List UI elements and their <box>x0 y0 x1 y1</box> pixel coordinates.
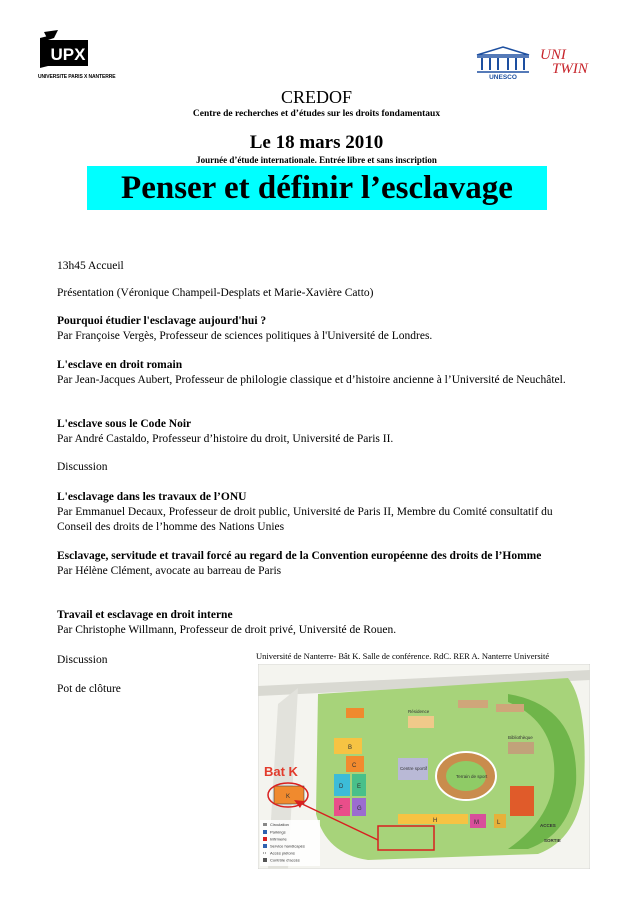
talk-title: Pourquoi étudier l'esclavage aujourd'hui ? <box>57 315 267 327</box>
center-subtitle: Centre de recherches et d’études sur les droits fondamentaux <box>192 109 441 119</box>
legend-infirmerie: Infirmerie <box>270 836 287 842</box>
map-caption: Université de Nanterre- Bât K. Salle de conférence. RdC. RER A. Nanterre Université <box>256 651 550 661</box>
program-item-talk <box>57 358 577 388</box>
upx-mark-text: UPX <box>50 45 86 64</box>
legend-acces-pietons: Accès piétons <box>270 850 295 856</box>
map-building-right <box>510 786 534 816</box>
talk-speaker: Par Emmanuel Decaux, Professeur de droit public, Université de Paris II, Membre du Comité consultatif du Conseil des droits de l’homme des Nations Unies <box>57 506 553 533</box>
unitwin-logo <box>540 48 596 84</box>
circulation-icon <box>263 823 267 826</box>
map-building <box>458 700 488 708</box>
parking-icon <box>263 830 267 834</box>
infirmary-icon <box>263 837 267 841</box>
unesco-temple-icon <box>473 45 533 75</box>
program-item-talk <box>57 314 577 344</box>
map-label-terrain: Terrain de sport <box>456 774 488 779</box>
program-item-presentation <box>57 286 577 301</box>
map-legend <box>260 820 320 866</box>
legend-circulation: Circulation <box>270 822 289 827</box>
upx-logo <box>38 30 116 85</box>
talk-title: Esclavage, servitude et travail forcé au regard de la Convention européenne des droits de l’Homme <box>57 550 542 562</box>
talk-speaker: Par Jean-Jacques Aubert, Professeur de philologie classique et d’histoire ancienne à l’Université de Neuchâtel. <box>57 374 566 386</box>
accessibility-icon <box>263 844 267 848</box>
map-label-h: H <box>433 818 438 824</box>
program-item-talk <box>57 549 577 579</box>
map-label-centre-sportif: Centre sportif <box>400 766 428 771</box>
map-label-bibliotheque: Bibliothèque <box>508 735 533 740</box>
map-label-c: C <box>352 763 357 769</box>
legend-handicapes: Service handicapés <box>270 843 305 849</box>
program-text: Discussion <box>57 461 108 473</box>
program-text: Discussion <box>57 654 108 666</box>
upx-logo-mark <box>38 30 90 70</box>
map-label-l: L <box>497 820 501 826</box>
map-building <box>408 716 434 728</box>
program-item-discussion <box>57 653 237 668</box>
talk-title: Travail et esclavage en droit interne <box>57 609 233 621</box>
event-title: Penser et définir l’esclavage <box>87 166 547 210</box>
map-label-e: E <box>357 784 362 790</box>
map-building <box>496 704 524 712</box>
talk-speaker: Par André Castaldo, Professeur d’histoire du droit, Université de Paris II. <box>57 433 394 445</box>
unesco-logo <box>473 45 533 83</box>
map-label-residence: Résidence <box>408 709 430 714</box>
talk-speaker: Par Hélène Clément, avocate au barreau de Paris <box>57 565 282 577</box>
map-label-f: F <box>339 806 343 812</box>
talk-title: L'esclave en droit romain <box>57 359 183 371</box>
talk-speaker: Par Christophe Willmann, Professeur de droit privé, Université de Rouen. <box>57 624 397 636</box>
program-item-talk <box>57 608 577 638</box>
unitwin-line1: UNI <box>540 47 566 63</box>
center-name: CREDOF <box>280 87 352 107</box>
map-label-k: K <box>286 794 291 800</box>
program-item-closing <box>57 682 237 697</box>
program-text: 13h45 Accueil <box>57 260 124 272</box>
talk-speaker: Par Françoise Vergès, Professeur de sciences politiques à l'Université de Londres. <box>57 330 433 342</box>
talk-title: L'esclavage dans les travaux de l’ONU <box>57 491 247 503</box>
upx-caption: UNIVERSITE PARIS X NANTERRE <box>38 74 116 80</box>
program-item-discussion <box>57 460 577 475</box>
map-label-b: B <box>348 745 353 751</box>
event-subtitle: Journée d’étude internationale. Entrée libre et sans inscription <box>196 155 437 165</box>
program-text: Présentation (Véronique Champeil-Desplats et Marie-Xavière Catto) <box>57 287 374 299</box>
map-building-bibliotheque <box>508 742 534 754</box>
campus-map <box>258 664 590 869</box>
map-label-g: G <box>357 806 362 812</box>
program-text: Pot de clôture <box>57 683 121 695</box>
map-label-m: M <box>474 820 479 826</box>
map-building <box>346 708 364 718</box>
event-date: Le 18 mars 2010 <box>249 132 384 153</box>
map-label-sortie: SORTIE <box>544 838 561 843</box>
legend-parkings: Parkings <box>270 829 286 835</box>
unitwin-line2: TWIN <box>552 61 588 77</box>
legend-controle: Contrôle d’accès <box>270 857 300 863</box>
unesco-caption: UNESCO <box>489 74 517 81</box>
access-control-icon <box>263 858 267 862</box>
map-label-d: D <box>339 784 344 790</box>
map-label-acces: ACCES <box>540 823 556 828</box>
program-item-talk <box>57 490 577 535</box>
program-item-accueil <box>57 259 577 274</box>
program-item-talk <box>57 417 577 447</box>
talk-title: L'esclave sous le Code Noir <box>57 418 192 430</box>
map-bat-k-label: Bat K <box>264 764 298 779</box>
